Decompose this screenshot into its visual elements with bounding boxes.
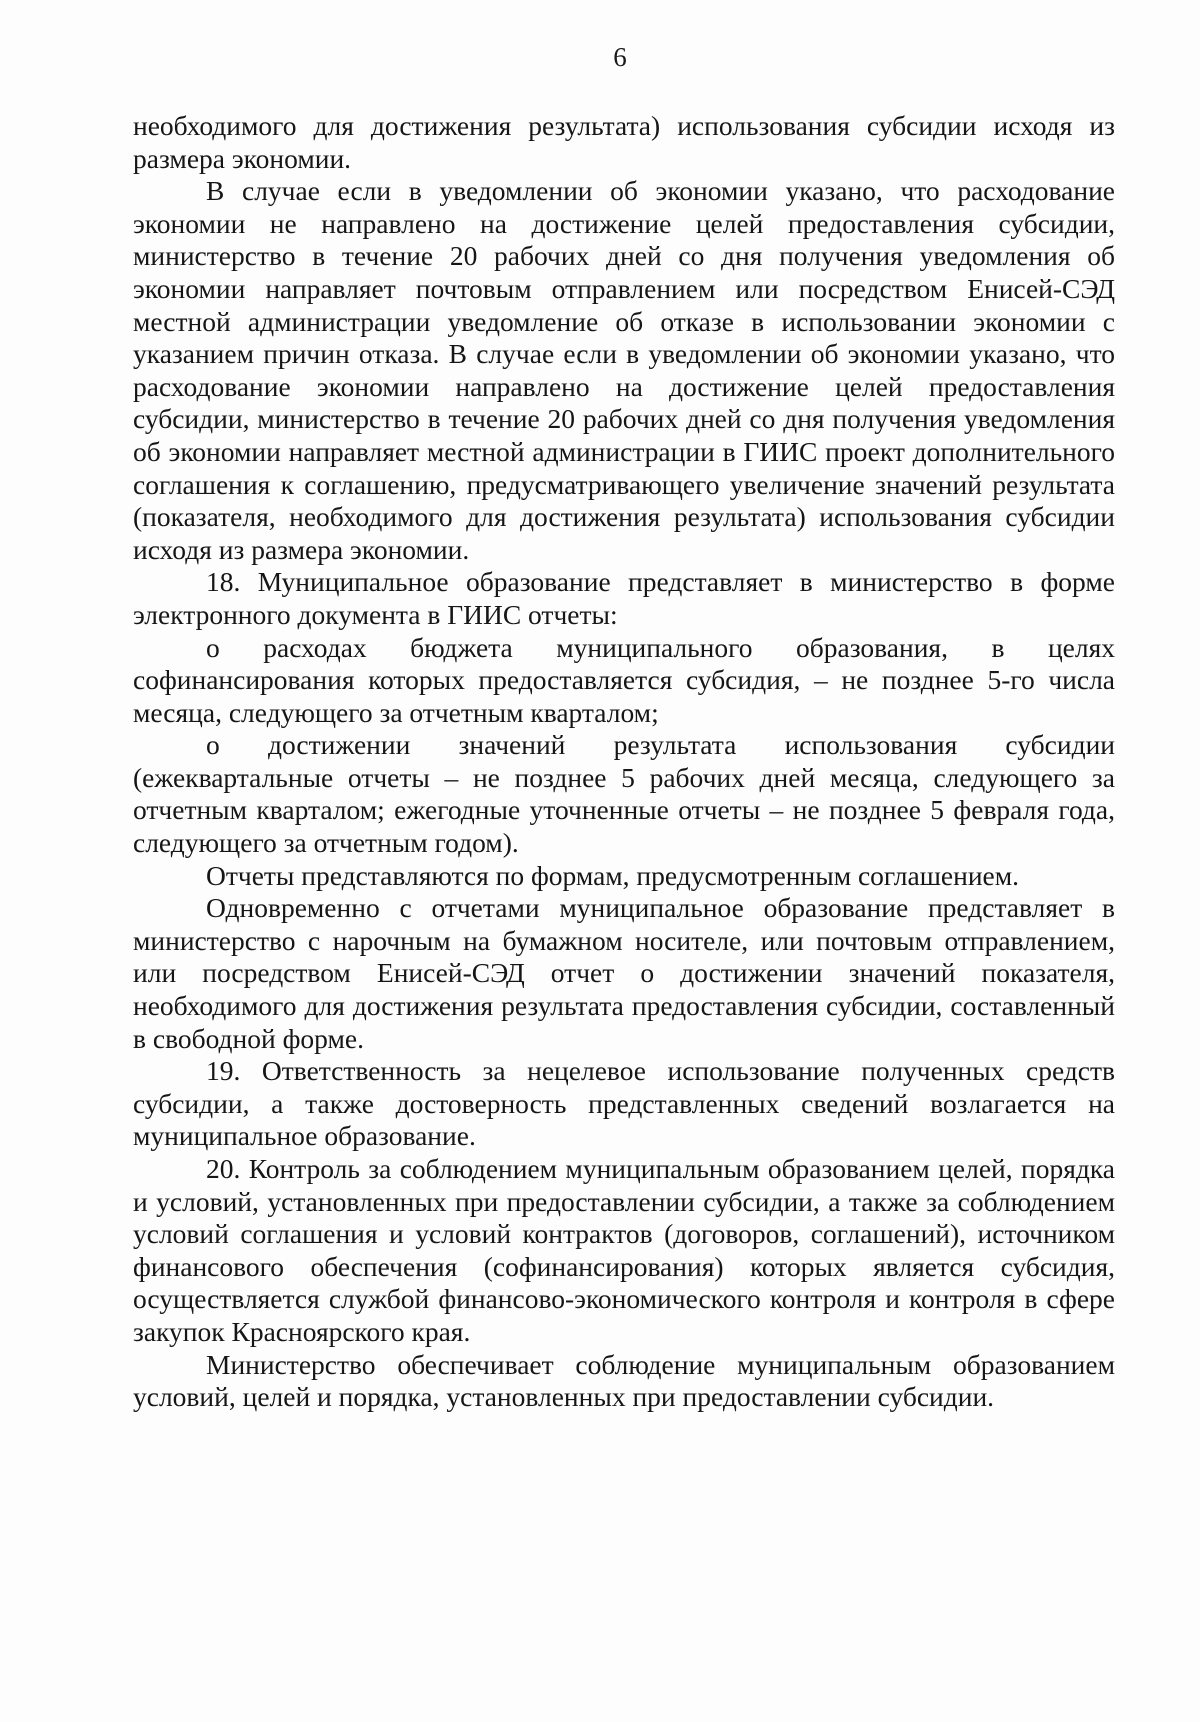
paragraph-report-results: о достижении значений результата использования субсидии (ежеквартальные отчеты – не позднее 5 рабочих дней месяца, следующего за отчетным кварталом; ежегодные уточненные отчеты – не позднее 5 февраля года, следующего за отчетным годом). <box>133 729 1115 859</box>
paragraph-report-forms: Отчеты представляются по формам, предусмотренным соглашением. <box>206 859 1020 891</box>
page-number: 6 <box>613 42 627 72</box>
paragraph-simultaneous-report: Одновременно с отчетами муниципальное образование представляет в министерство с нарочным на бумажном носителе, или почтовым отправлением, или посредством Енисей-СЭД отчет о достижении значений показателя, необходимого для достижения результата предоставления субсидии, составленный в свободной форме. <box>133 892 1115 1054</box>
paragraph-economy-notice: В случае если в уведомлении об экономии указано, что расходование экономии не направлено на достижение целей предоставления субсидии, министерство в течение 20 рабочих дней со дня получения уведомления об экономии направляет почтовым отправлением или посредством Енисей-СЭД местной администрации уведомление об отказе в использовании экономии с указанием причин отказа. В случае если в уведомлении об экономии указано, что расходование экономии направлено на достижение целей предоставления субсидии, министерство в течение 20 рабочих дней со дня получения уведомления об экономии направляет местной администрации в ГИИС проект дополнительного соглашения к соглашению, предусматривающего увеличение значений результата (показателя, необходимого для достижения результата) использования субсидии исходя из размера экономии. <box>133 175 1115 565</box>
paragraph-ministry-compliance: Министерство обеспечивает соблюдение муниципальным образованием условий, целей и порядка, установленных при предоставлении субсидии. <box>133 1348 1115 1413</box>
paragraph-item-19: 19. Ответственность за нецелевое использование полученных средств субсидии, а также достоверность представленных сведений возлагается на муниципальное образование. <box>133 1055 1115 1152</box>
paragraph-item-20: 20. Контроль за соблюдением муниципальным образованием целей, порядка и условий, установленных при предоставлении субсидии, а также за соблюдением условий соглашения и условий контрактов (договоров, соглашений), источником финансового обеспечения (софинансирования) которых является субсидия, осуществляется службой финансово-экономического контроля и контроля в сфере закупок Красноярского края. <box>133 1153 1115 1347</box>
document-body <box>133 110 1115 1414</box>
paragraph-report-expenses: о расходах бюджета муниципального образования, в целях софинансирования которых предоставляется субсидия, – не позднее 5-го числа месяца, следующего за отчетным кварталом; <box>133 631 1115 728</box>
paragraph-continuation: необходимого для достижения результата) использования субсидии исходя из размера экономии. <box>133 110 1115 174</box>
paragraph-item-18: 18. Муниципальное образование представляет в министерство в форме электронного документа в ГИИС отчеты: <box>133 566 1115 630</box>
